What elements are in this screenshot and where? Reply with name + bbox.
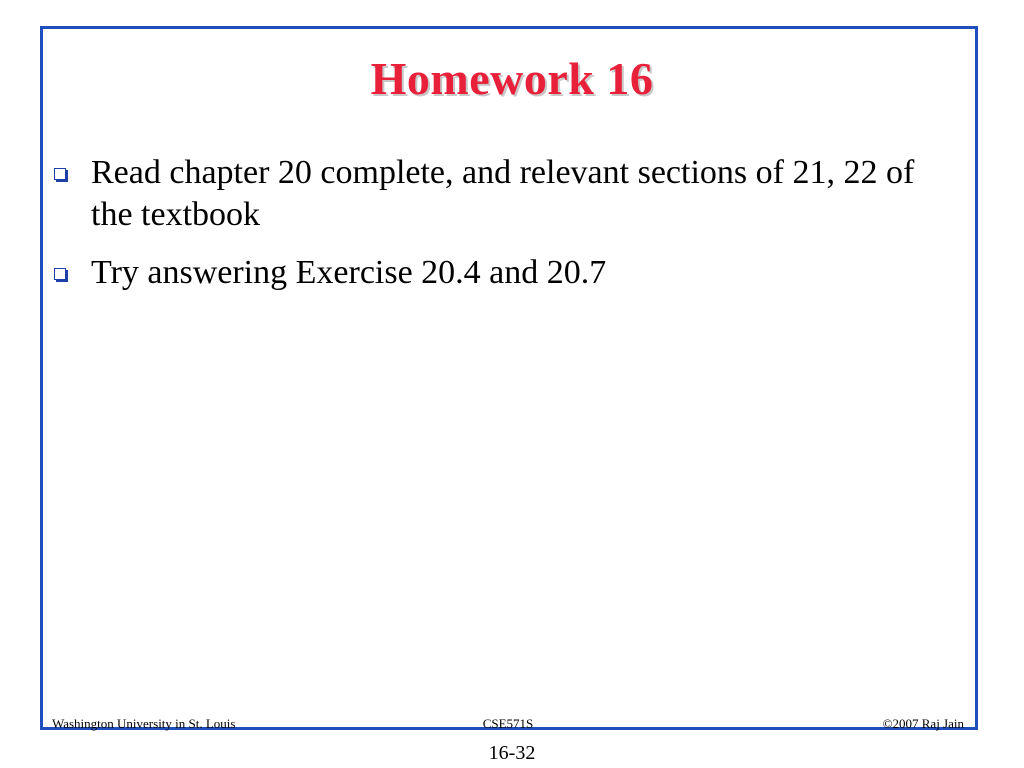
slide-number: 16-32 [488, 742, 536, 764]
footer-institution: Washington University in St. Louis [52, 716, 236, 731]
slide-title: Homework 16 [370, 53, 654, 104]
slide-frame [40, 26, 978, 730]
footer-copyright: ©2007 Raj Jain [882, 716, 964, 731]
hollow-square-bullet-icon [54, 268, 66, 280]
bullet-list [52, 152, 957, 310]
list-item [52, 252, 957, 294]
bullet-text: Try answering Exercise 20.4 and 20.7 [91, 254, 607, 291]
list-item [52, 152, 957, 236]
bullet-text: Read chapter 20 complete, and relevant sections of 21, 22 of the textbook [91, 154, 915, 233]
footer-course: CSE571S [482, 716, 534, 731]
slide-footer [52, 716, 964, 732]
hollow-square-bullet-icon [54, 168, 66, 180]
